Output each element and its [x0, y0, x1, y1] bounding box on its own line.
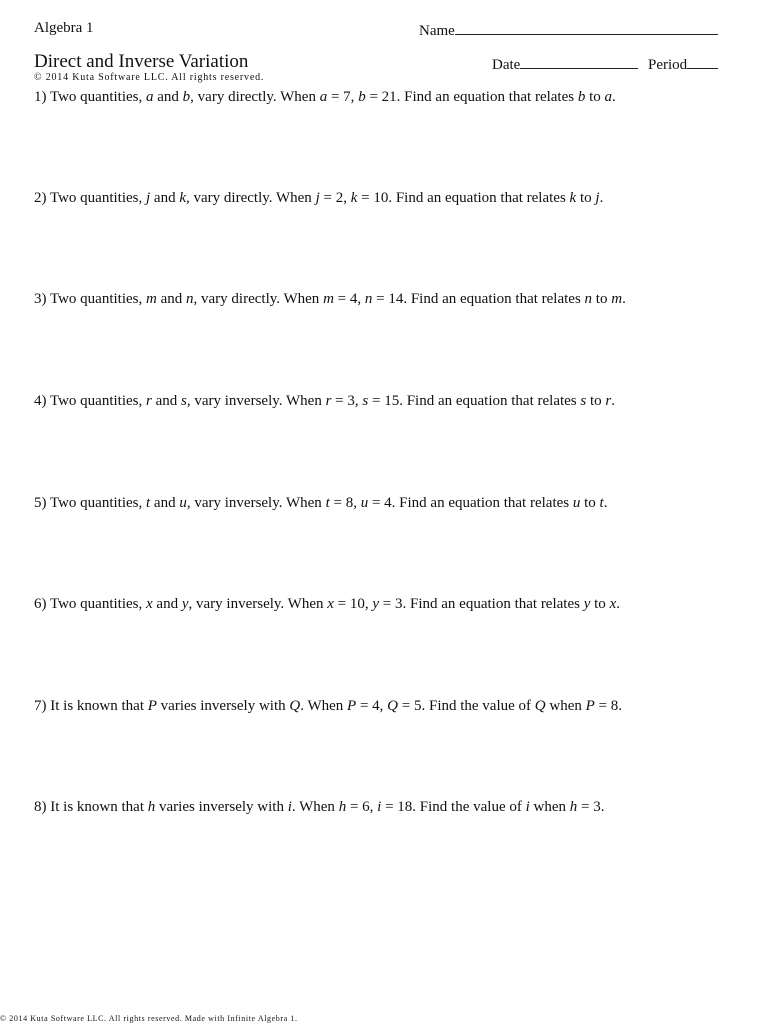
problem-number: 6)	[34, 596, 47, 612]
variable: r	[605, 393, 612, 409]
variable: u	[360, 495, 369, 511]
problem-text: varies inversely with	[156, 698, 290, 714]
problem-text: to	[580, 495, 600, 511]
variable: b	[358, 89, 366, 105]
variable: j	[595, 190, 600, 206]
date-blank-line[interactable]	[520, 54, 638, 69]
problem-number: 7)	[34, 698, 47, 714]
problem-text: to	[576, 190, 596, 206]
variable: a	[319, 89, 328, 105]
problem-text: when	[529, 799, 570, 815]
problem-6	[34, 596, 620, 613]
variable: s	[580, 393, 587, 409]
problem-text: = 7,	[327, 89, 359, 105]
variable: t	[325, 495, 330, 511]
problem-text: and	[152, 596, 182, 612]
problem-1	[34, 89, 616, 106]
problem-text: .	[612, 89, 616, 105]
problem-3	[34, 291, 626, 308]
period-label: Period	[648, 57, 688, 73]
problem-text: and	[153, 89, 183, 105]
variable: r	[146, 393, 152, 409]
problem-text: , vary inversely. When	[188, 596, 328, 612]
problem-text: varies inversely with	[155, 799, 288, 815]
variable: h	[338, 799, 347, 815]
variable: k	[179, 190, 187, 206]
problem-text: , vary directly. When	[186, 190, 316, 206]
variable: k	[569, 190, 577, 206]
variable: i	[525, 799, 530, 815]
problem-text: = 4,	[333, 291, 365, 307]
variable: x	[146, 596, 153, 612]
name-field[interactable]	[419, 20, 718, 40]
variable: Q	[534, 698, 546, 714]
date-label: Date	[492, 57, 521, 73]
variable: m	[611, 291, 623, 307]
problem-text: to	[590, 596, 610, 612]
course-label: Algebra 1	[34, 20, 94, 36]
problem-7	[34, 698, 622, 715]
variable: P	[585, 698, 595, 714]
worksheet-title: Direct and Inverse Variation	[34, 51, 249, 72]
variable: P	[147, 698, 157, 714]
variable: x	[327, 596, 334, 612]
variable: y	[372, 596, 380, 612]
problem-text: .	[616, 596, 620, 612]
problem-number: 4)	[34, 393, 47, 409]
problem-text: and	[150, 190, 180, 206]
problem-text: to	[586, 393, 606, 409]
variable: s	[362, 393, 369, 409]
variable: t	[146, 495, 151, 511]
problem-number: 3)	[34, 291, 47, 307]
problem-text: = 3,	[331, 393, 363, 409]
problem-number: 1)	[34, 89, 47, 105]
problem-text: .	[603, 495, 608, 511]
variable: h	[569, 799, 578, 815]
footer-copyright: © 2014 Kuta Software LLC. All rights reserved. Made with Infinite Algebra 1.	[0, 1014, 298, 1023]
problem-text: Two quantities,	[46, 596, 146, 612]
variable: a	[146, 89, 154, 105]
name-blank-line[interactable]	[455, 20, 718, 35]
problem-text: = 15. Find an equation that relates	[368, 393, 581, 409]
problem-4	[34, 393, 615, 410]
name-label: Name	[419, 23, 455, 39]
problem-text: , vary directly. When	[190, 89, 320, 105]
problem-8	[34, 799, 605, 816]
problem-text: and	[156, 291, 187, 307]
copyright-notice: © 2014 Kuta Software LLC. All rights reserved.	[34, 72, 265, 83]
problem-text: , vary inversely. When	[186, 495, 326, 511]
variable: a	[604, 89, 613, 105]
problem-text: when	[545, 698, 586, 714]
problem-text: = 21. Find an equation that relates	[365, 89, 578, 105]
problem-text: = 3.	[577, 799, 605, 815]
problem-text: = 4,	[356, 698, 388, 714]
problem-text: to	[585, 89, 605, 105]
variable: n	[186, 291, 194, 307]
problem-5	[34, 495, 607, 512]
problem-text: Two quantities,	[46, 291, 146, 307]
problem-text: , vary inversely. When	[186, 393, 326, 409]
problem-text: = 2,	[319, 190, 351, 206]
problem-2	[34, 190, 603, 207]
period-field[interactable]	[648, 54, 718, 74]
variable: Q	[289, 698, 301, 714]
problem-text: Two quantities,	[46, 190, 146, 206]
problem-number: 8)	[34, 799, 47, 815]
variable: n	[364, 291, 373, 307]
variable: i	[287, 799, 292, 815]
problem-text: = 10. Find an equation that relates	[357, 190, 570, 206]
variable: s	[181, 393, 187, 409]
variable: k	[350, 190, 358, 206]
variable: Q	[387, 698, 399, 714]
variable: j	[315, 190, 320, 206]
variable: P	[347, 698, 357, 714]
problem-text: to	[592, 291, 612, 307]
problem-text: = 14. Find an equation that relates	[372, 291, 585, 307]
variable: j	[146, 190, 151, 206]
variable: b	[182, 89, 191, 105]
problem-text: = 4. Find an equation that relates	[368, 495, 573, 511]
problem-text: = 8.	[594, 698, 623, 714]
problem-text: , vary directly. When	[193, 291, 324, 307]
variable: m	[323, 291, 334, 307]
problem-text: = 3. Find an equation that relates	[379, 596, 584, 612]
problem-text: and	[150, 495, 180, 511]
problem-text: Two quantities,	[46, 393, 146, 409]
variable: r	[325, 393, 332, 409]
problem-text: = 8,	[329, 495, 361, 511]
variable: u	[179, 495, 187, 511]
problem-text: = 10,	[333, 596, 373, 612]
problem-text: .	[622, 291, 626, 307]
problem-text: Two quantities,	[46, 89, 146, 105]
variable: i	[377, 799, 382, 815]
date-field[interactable]	[492, 54, 638, 74]
problem-text: = 6,	[346, 799, 378, 815]
variable: n	[584, 291, 593, 307]
variable: x	[609, 596, 617, 612]
problem-text: .	[599, 190, 604, 206]
problem-text: = 5. Find the value of	[398, 698, 535, 714]
variable: t	[599, 495, 604, 511]
variable: b	[577, 89, 586, 105]
variable: m	[146, 291, 157, 307]
period-blank-line[interactable]	[687, 54, 718, 69]
problem-text: = 18. Find the value of	[381, 799, 526, 815]
variable: y	[583, 596, 591, 612]
problem-text: and	[151, 393, 182, 409]
problem-number: 5)	[34, 495, 47, 511]
problem-text: .	[611, 393, 616, 409]
problem-text: . When	[291, 799, 339, 815]
problem-text: It is known that	[46, 698, 148, 714]
problem-text: Two quantities,	[46, 495, 146, 511]
variable: u	[572, 495, 581, 511]
problem-text: . When	[300, 698, 348, 714]
variable: h	[147, 799, 156, 815]
variable: y	[181, 596, 189, 612]
problem-number: 2)	[34, 190, 47, 206]
problem-text: It is known that	[46, 799, 148, 815]
